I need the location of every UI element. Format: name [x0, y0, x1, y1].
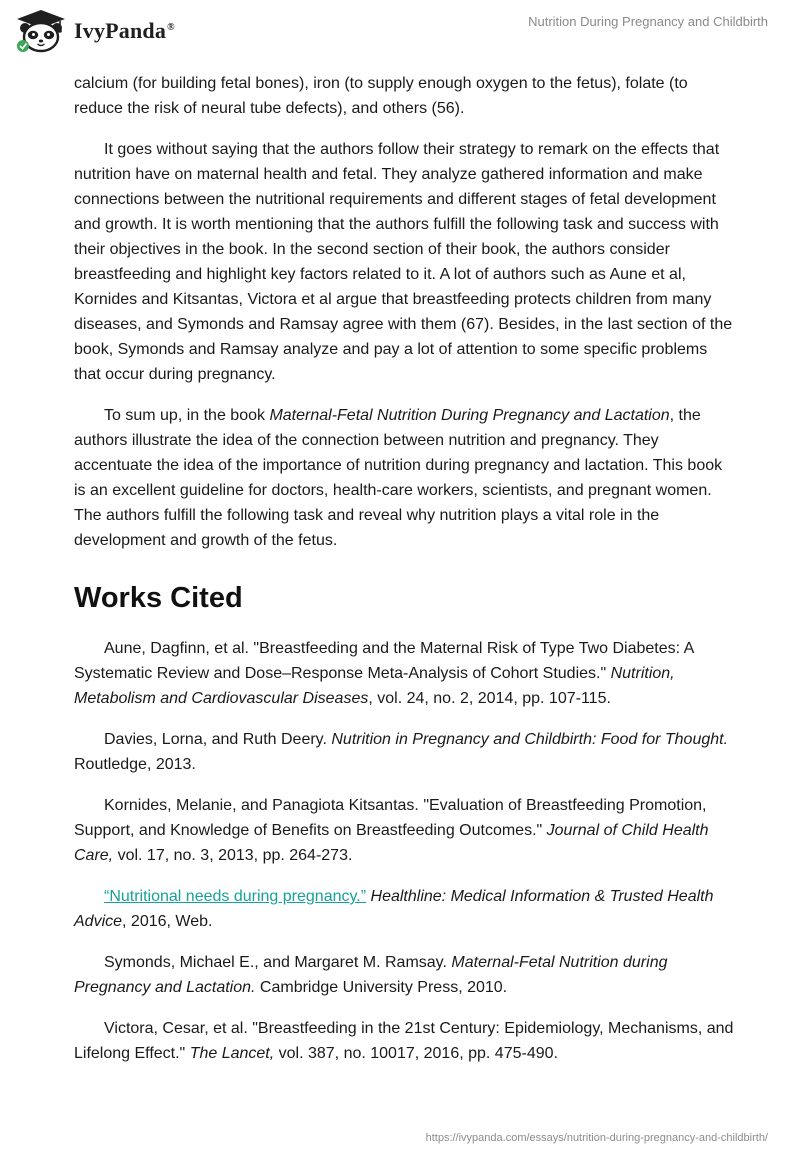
citation-entry: Aune, Dagfinn, et al. "Breastfeeding and the Maternal Risk of Type Two Diabetes: A Systematic Review and Dose–Response Meta-Analysis of Cohort Studies." Nutrition, Metabolism and Cardiovascular Diseases, vol. 24, no. 2, 2014, pp. 107-115.	[74, 640, 694, 707]
document-title: Nutrition During Pregnancy and Childbirth	[528, 14, 768, 29]
brand-name: IvyPanda®	[74, 18, 175, 43]
citation-link[interactable]: “Nutritional needs during pregnancy.”	[104, 888, 367, 905]
citation-entry: Symonds, Michael E., and Margaret M. Ramsay. Maternal-Fetal Nutrition during Pregnancy and Lactation. Cambridge University Press, 2010.	[74, 954, 668, 996]
source-url[interactable]: https://ivypanda.com/essays/nutrition-during-pregnancy-and-childbirth/	[425, 1132, 768, 1144]
citation-entry: “Nutritional needs during pregnancy.” Healthline: Medical Information & Trusted Health Advice, 2016, Web.	[74, 888, 714, 930]
works-cited-heading-wrap	[74, 569, 734, 636]
essay-content	[74, 71, 734, 1082]
panda-graduate-icon	[14, 8, 68, 54]
paragraph-conclusion: To sum up, in the book Maternal-Fetal Nutrition During Pregnancy and Lactation, the authors illustrate the idea of the connection between nutrition and pregnancy. They accentuate the idea of the importance of nutrition during pregnancy and lactation. This book is an excellent guideline for doctors, health-care workers, scientists, and pregnant women. The authors fulfill the following task and reveal why nutrition plays a vital role in the development and growth of the fetus.	[74, 407, 723, 549]
citation-entry: Davies, Lorna, and Ruth Deery. Nutrition in Pregnancy and Childbirth: Food for Thought. Routledge, 2013.	[74, 731, 729, 773]
citation-entry: Kornides, Melanie, and Panagiota Kitsantas. "Evaluation of Breastfeeding Promotion, Support, and Knowledge of Benefits on Breastfeeding Outcomes." Journal of Child Health Care, vol. 17, no. 3, 2013, pp. 264-273.	[74, 797, 709, 864]
book-title: Maternal-Fetal Nutrition During Pregnancy and Lactation	[269, 407, 670, 424]
paragraph-continued: calcium (for building fetal bones), iron (to supply enough oxygen to the fetus), folate (to reduce the risk of neural tube defects), and others (56).	[74, 75, 688, 117]
paragraph-authors-strategy: It goes without saying that the authors follow their strategy to remark on the effects that nutrition have on maternal health and fetal. They analyze gathered information and make connections between the nutritional requirements and different stages of fetal development and growth. It is worth mentioning that the authors fulfill the following task and success with their objectives in the book. In the second section of their book, the authors consider breastfeeding and highlight key factors related to it. A lot of authors such as Aune et al, Kornides and Kitsantas, Victora et al argue that breastfeeding protects children from many diseases, and Symonds and Ramsay agree with them (67). Besides, in the last section of the book, Symonds and Ramsay analyze and pay a lot of attention to some specific problems that occur during pregnancy.	[74, 141, 733, 383]
page-header	[0, 0, 800, 64]
works-cited-heading: Works Cited	[74, 582, 243, 614]
citation-entry: Victora, Cesar, et al. "Breastfeeding in the 21st Century: Epidemiology, Mechanisms, and Lifelong Effect." The Lancet, vol. 387, no. 10017, 2016, pp. 475-490.	[74, 1020, 734, 1062]
brand-logo[interactable]	[14, 8, 175, 54]
